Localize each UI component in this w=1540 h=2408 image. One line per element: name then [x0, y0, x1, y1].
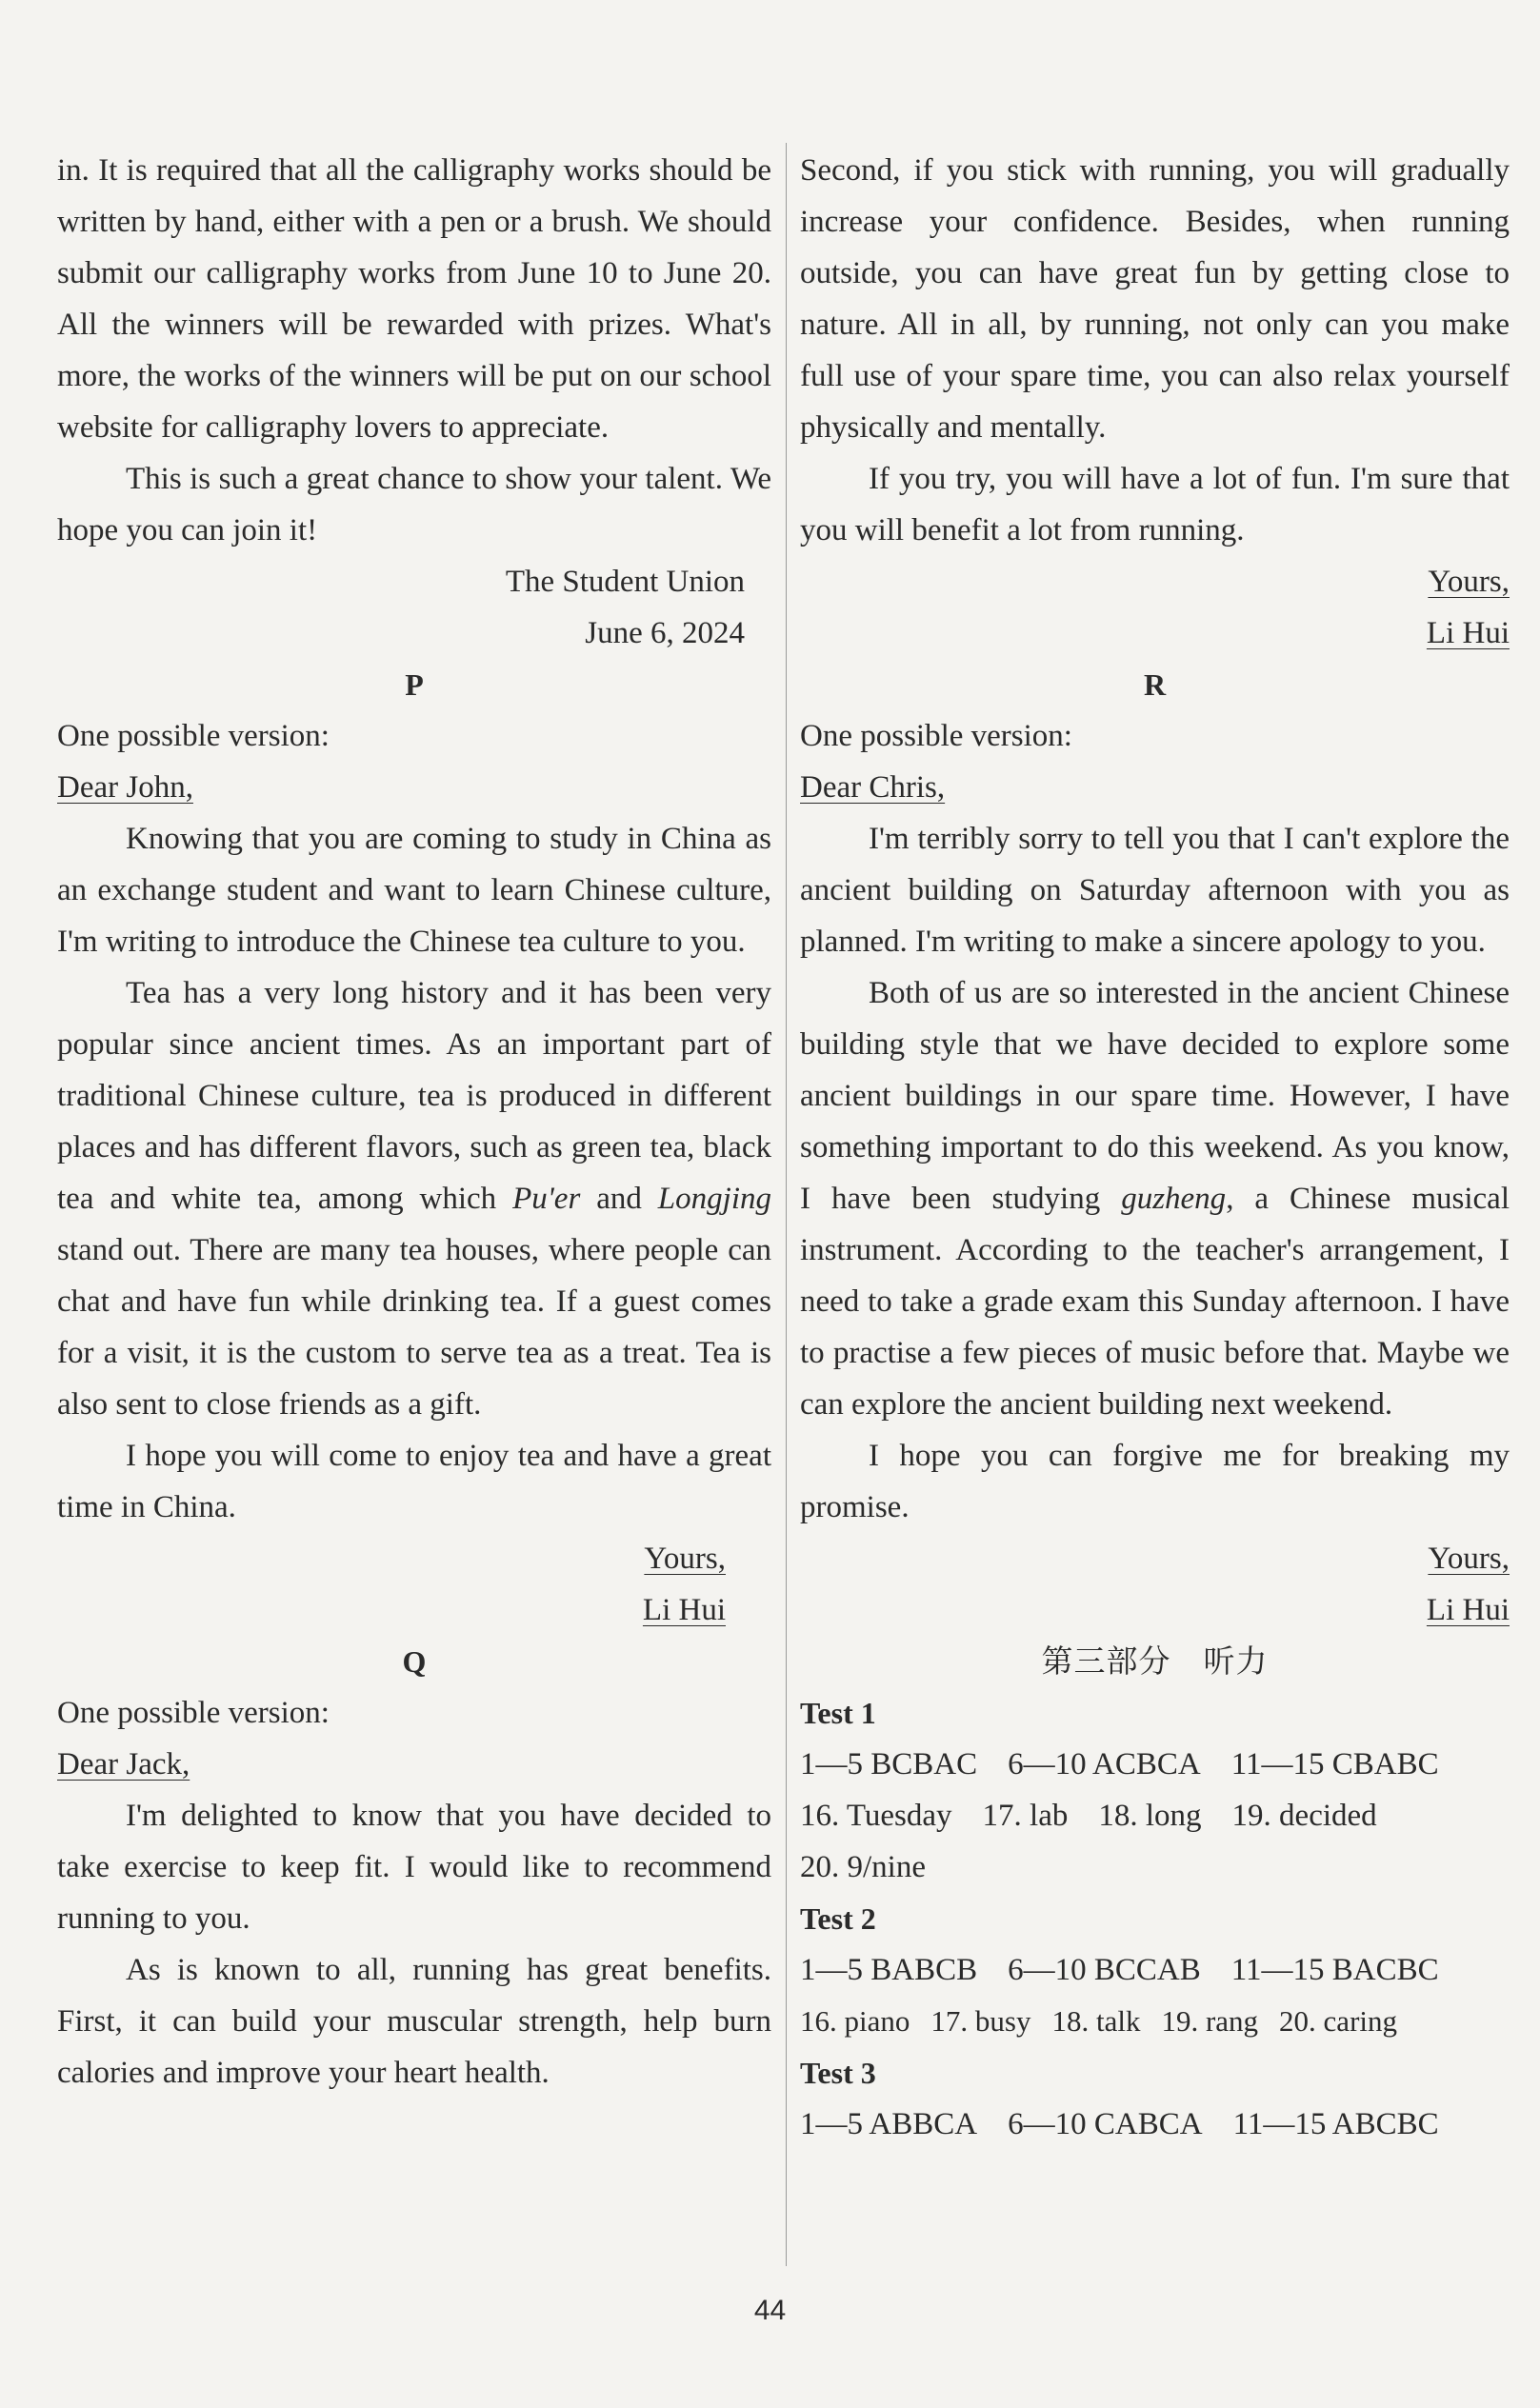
letter-paragraph: Knowing that you are coming to study in China as an exchange student and want to learn Chinese culture, I'm writing to introduce the Chinese tea culture to you. [57, 822, 771, 959]
test-title: Test 1 [800, 1696, 876, 1730]
version-label: One possible version: [800, 719, 1072, 753]
answer-row [800, 1944, 1510, 1996]
notice-date: June 6, 2024 [585, 616, 745, 650]
italic-term: guzheng [1121, 1182, 1227, 1216]
test-title: Test 2 [800, 1901, 876, 1936]
column-divider [786, 143, 787, 2266]
answer-group: 11—15 CBABC [1230, 1747, 1439, 1781]
section-heading-q: Q [402, 1644, 427, 1679]
answer-item: 19. rang [1161, 2004, 1259, 2038]
letter-paragraph: I hope you will come to enjoy tea and have a great time in China. [57, 1439, 771, 1524]
answer-group: 6—10 ACBCA [1008, 1747, 1201, 1781]
section-heading-r: R [1143, 667, 1167, 702]
section-heading-p: P [405, 667, 424, 702]
answer-group: 11—15 ABCBC [1232, 2107, 1439, 2141]
letter-greeting: Dear Jack, [57, 1747, 190, 1781]
letter-paragraph: If you try, you will have a lot of fun. I'm sure that you will benefit a lot from running. [800, 462, 1510, 547]
letter-closing: Yours, [1428, 565, 1510, 599]
test-title: Test 3 [800, 2056, 876, 2090]
answer-item: 16. piano [800, 2004, 910, 2038]
letter-greeting: Dear Chris, [800, 770, 946, 805]
notice-signature: The Student Union [505, 565, 745, 599]
answer-row [800, 1739, 1510, 1790]
answer-item: 19. decided [1231, 1799, 1377, 1833]
answer-item: 18. talk [1051, 2004, 1141, 2038]
right-column [800, 145, 1510, 2150]
letter-paragraph: As is known to all, running has great benefits. First, it can build your muscular strength, help burn calories and improve your heart health. [57, 1953, 771, 2090]
answer-item: 20. 9/nine [800, 1850, 926, 1884]
answer-item: 17. busy [930, 2004, 1031, 2038]
answer-item: 16. Tuesday [800, 1799, 952, 1833]
answer-row [800, 1841, 1510, 1893]
letter-paragraph-guzheng: Both of us are so interested in the ancient Chinese building style that we have decided to explore some ancient buildings in our spare time. However, I have something important to do this weekend. As you know, I have been studying guzheng, a Chinese musical instrument. According to the teacher's arrangement, I need to take a grade exam this Sunday afternoon. I have to practise a few pieces of music before that. Maybe we can explore the ancient building next weekend. [800, 976, 1510, 1422]
page-number: 44 [753, 2295, 787, 2326]
answer-item: 20. caring [1279, 2004, 1398, 2038]
letter-signature: Li Hui [1426, 616, 1510, 650]
answer-row [800, 2099, 1510, 2150]
answer-group: 1—5 BCBAC [800, 1747, 978, 1781]
notice-paragraph: in. It is required that all the calligraphy works should be written by hand, either with a pen or a brush. We should submit our calligraphy works from June 10 to June 20. All the winners will be rewarded with prizes. What's more, the works of the winners will be put on our school website for calligraphy lovers to appreciate. [57, 153, 771, 445]
notice-paragraph: This is such a great chance to show your talent. We hope you can join it! [57, 462, 771, 547]
answer-item: 18. long [1098, 1799, 1202, 1833]
version-label: One possible version: [57, 1696, 330, 1730]
version-label: One possible version: [57, 719, 330, 753]
letter-paragraph: Second, if you stick with running, you will gradually increase your confidence. Besides, when running outside, you can have great fun by getting close to nature. All in all, by running, not only can you make full use of your spare time, you can also relax yourself physically and mentally. [800, 153, 1510, 445]
left-column [57, 145, 771, 2099]
letter-paragraph: I'm terribly sorry to tell you that I can't explore the ancient building on Saturday afternoon with you as planned. I'm writing to make a sincere apology to you. [800, 822, 1510, 959]
italic-term: Longjing [657, 1182, 771, 1216]
letter-paragraph: I hope you can forgive me for breaking my promise. [800, 1439, 1510, 1524]
answer-group: 6—10 BCCAB [1008, 1953, 1201, 1987]
letter-greeting: Dear John, [57, 770, 193, 805]
answer-group: 1—5 BABCB [800, 1953, 978, 1987]
letter-closing: Yours, [644, 1542, 726, 1576]
letter-paragraph-tea: Tea has a very long history and it has been very popular since ancient times. As an important part of traditional Chinese culture, tea is produced in different places and has different flavors, such as green tea, black tea and white tea, among which Pu'er and Longjing stand out. There are many tea houses, where people can chat and have fun while drinking tea. If a guest comes for a visit, it is the custom to serve tea as a treat. Tea is also sent to close friends as a gift. [57, 976, 771, 1422]
answer-group: 6—10 CABCA [1008, 2107, 1203, 2141]
answer-row [800, 1996, 1510, 2047]
letter-paragraph: I'm delighted to know that you have decided to take exercise to keep fit. I would like to recommend running to you. [57, 1799, 771, 1936]
answer-item: 17. lab [982, 1799, 1069, 1833]
letter-closing: Yours, [1428, 1542, 1510, 1576]
answer-group: 11—15 BACBC [1230, 1953, 1439, 1987]
letter-signature: Li Hui [642, 1593, 726, 1627]
italic-term: Pu'er [512, 1182, 581, 1216]
answer-group: 1—5 ABBCA [800, 2107, 978, 2141]
letter-signature: Li Hui [1426, 1593, 1510, 1627]
answer-row [800, 1790, 1510, 1841]
listening-section-title: 第三部分 听力 [1041, 1642, 1269, 1680]
